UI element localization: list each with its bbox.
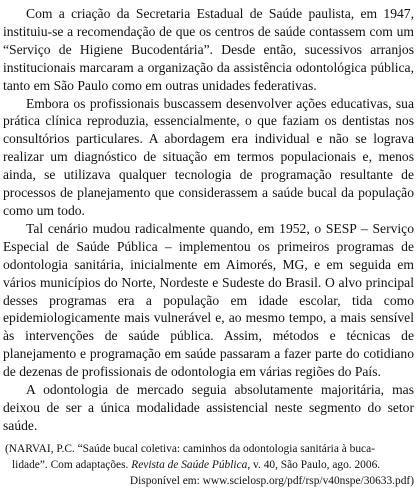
citation-line-2 (3, 457, 414, 473)
citation-line-1: (NARVAI, P.C. “Saúde bucal coletiva: caminhos da odontologia sanitária à buca- (5, 442, 375, 455)
citation-line-3: Disponível em: www.scielosp.org/pdf/rsp/v40nspe/30633.pdf) (129, 474, 414, 487)
paragraph-4: A odontologia de mercado seguia absolutamente majoritária, mas deixou de ser a única modalidade assistencial neste segmento do setor saúde. (3, 382, 414, 433)
paragraph-2: Embora os profissionais buscassem desenvolver ações educativas, sua prática clínica reproduzia, essencialmente, o que faziam os dentistas nos consultórios particulares. A abordagem era individual e não se lograva realizar um diagnóstico de situação em termos populacionais e, menos ainda, se utilizava qualquer tecnologia de programação resultante de processos de planejamento que considerassem a saúde bucal da população como um todo. (3, 95, 414, 218)
citation-journal: Revista de Saúde Pública (131, 458, 248, 471)
citation-line-2-suffix: , v. 40, São Paulo, ago. 2006. (247, 458, 381, 471)
citation-line-2-prefix: lidade”. Com adaptações. (12, 458, 132, 471)
paragraph-1: Com a criação da Secretaria Estadual de Saúde paulista, em 1947, instituiu-se a recomendação de que os centros de saúde contassem com um “Serviço de Higiene Bucodentária”. Desde então, sucessivos arranjos institucionais marcaram a organização da assistência odontológica pública, tanto em São Paulo como em outras unidades federativas. (3, 6, 414, 93)
paragraph-3: Tal cenário mudou radicalmente quando, em 1952, o SESP – Serviço Especial de Saúde Pública – implementou os primeiros programas de odontologia sanitária, inicialmente em Aimorés, MG, e em seguida em vários municípios do Norte, Nordeste e Sudeste do Brasil. O alvo principal desses programas era a população em idade escolar, tida como epidemiologicamente mais vulnerável e, ao mesmo tempo, a mais sensível às intervenções de saúde pública. Assim, métodos e técnicas de planejamento e programação em saúde passaram a fazer parte do cotidiano de dezenas de profissionais de odontologia em várias regiões do País. (3, 220, 414, 380)
citation (3, 441, 414, 489)
document-page (3, 5, 414, 489)
